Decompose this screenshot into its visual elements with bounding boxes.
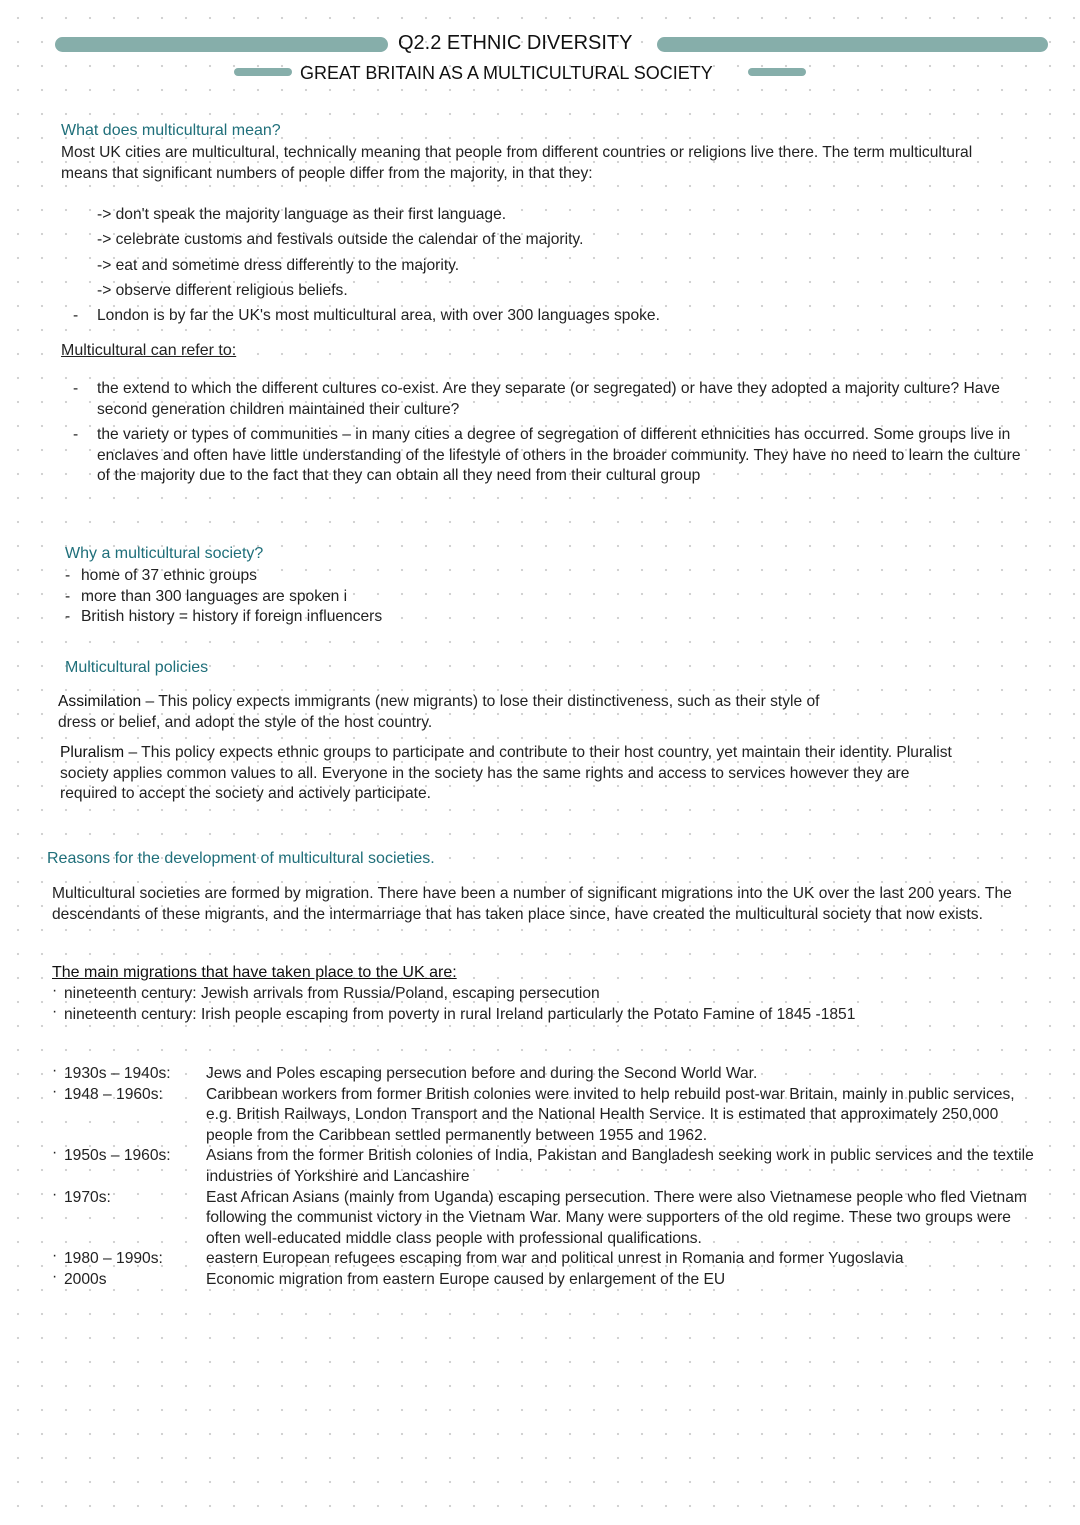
why-item: - British history = history if foreign influencers bbox=[65, 607, 565, 628]
subheader-bar-right bbox=[748, 68, 806, 76]
policies-heading: Multicultural policies bbox=[65, 659, 209, 676]
pluralism-paragraph: Pluralism – This policy expects ethnic groups to participate and contribute to their host country, yet maintain their identity. Pluralist society applies common values to all. Everyone in the society has the same rights and access to services however they are required to accept the society and actively participate. bbox=[60, 744, 952, 803]
migration-desc: Jews and Poles escaping persecution before and during the Second World War. bbox=[206, 1065, 758, 1082]
migration-date: · 1980 – 1990s: bbox=[52, 1249, 206, 1270]
migration-desc: Economic migration from eastern Europe caused by enlargement of the EU bbox=[206, 1270, 726, 1288]
migration-date: · 1950s – 1960s: bbox=[52, 1146, 206, 1187]
migration-desc: East African Asians (mainly from Uganda) escaping persecution. There were also Vietnamese people who fled Vietnam following the communist victory in the Vietnam War. Many were supporters of the old regime. These two groups were often well-educated middle class people with professional qualifications. bbox=[206, 1188, 1027, 1247]
reasons-heading: Reasons for the development of multicultural societies. bbox=[47, 850, 435, 867]
assimilation-term: Assimilation bbox=[58, 693, 142, 710]
meaning-point: -> observe different religious beliefs. bbox=[97, 281, 348, 299]
migration-row bbox=[52, 1249, 1037, 1270]
assimilation-paragraph: Assimilation – This policy expects immigrants (new migrants) to lose their distinctiveness, such as their style of dress or belief, and adopt the style of the host country. bbox=[58, 693, 820, 731]
migration-date: · 1930s – 1940s: bbox=[52, 1064, 206, 1085]
migration-desc: Caribbean workers from former British colonies were invited to help rebuild post-war Britain, mainly in public services, e.g. British Railways, London Transport and the National Health Service. It is estimated that approximately 250,000 people from the Caribbean settled permanently between 1955 and 1962. bbox=[206, 1085, 1015, 1144]
nineteenth-list bbox=[52, 984, 1042, 1025]
refer-item: - the variety or types of communities – in many cities a degree of segregation of different ethnicities has occurred. Some groups live in enclaves and often have little understanding of the lifestyle of others in the broader community. They have no need to learn the culture of the majority due to the fact that they can obtain all they need from their cultural group bbox=[73, 426, 1021, 485]
meaning-intro: Most UK cities are multicultural, technically meaning that people from different countries or religions live there. The term multicultural means that significant numbers of people differ from the majority, in that they: bbox=[61, 144, 973, 182]
page-title: Q2.2 ETHNIC DIVERSITY bbox=[398, 32, 633, 54]
migration-date: · 2000s bbox=[52, 1270, 206, 1291]
migration-row bbox=[52, 1064, 1037, 1085]
header-bar-right bbox=[657, 37, 1048, 52]
migration-desc: eastern European refugees escaping from war and political unrest in Romania and former Yugoslavia bbox=[206, 1250, 904, 1268]
migration-row bbox=[52, 1270, 1037, 1291]
why-list bbox=[65, 566, 565, 628]
refer-heading: Multicultural can refer to: bbox=[61, 342, 237, 359]
meaning-points bbox=[73, 202, 897, 328]
why-item: - home of 37 ethnic groups bbox=[65, 566, 565, 587]
migration-date: · 1948 – 1960s: bbox=[52, 1085, 206, 1147]
reasons-text: Multicultural societies are formed by migration. There have been a number of significant migrations into the UK over the last 200 years. The descendants of these migrants, and the intermarriage that has taken place since, have created the multicultural society that now exists. bbox=[52, 885, 1012, 923]
london-point: - London is by far the UK's most multicultural area, with over 300 languages spoke. bbox=[73, 307, 660, 325]
header-bar-left bbox=[55, 37, 388, 52]
nineteenth-item: · nineteenth century: Jewish arrivals from Russia/Poland, escaping persecution bbox=[52, 984, 1042, 1005]
page-subtitle: GREAT BRITAIN AS A MULTICULTURAL SOCIETY bbox=[300, 63, 713, 83]
migration-row bbox=[52, 1146, 1037, 1187]
migration-date: · 1970s: bbox=[52, 1188, 206, 1250]
migrations-heading: The main migrations that have taken place to the UK are: bbox=[52, 964, 457, 981]
nineteenth-item: · nineteenth century: Irish people escaping from poverty in rural Ireland particularly the Potato Famine of 1845 -1851 bbox=[52, 1005, 1042, 1026]
migration-row bbox=[52, 1188, 1037, 1250]
migration-desc: Asians from the former British colonies of India, Pakistan and Bangladesh seeking work in public services and the textile industries of Yorkshire and Lancashire bbox=[206, 1147, 1034, 1185]
subheader-bar-left bbox=[234, 68, 292, 76]
migration-row bbox=[52, 1085, 1037, 1147]
refer-list bbox=[73, 379, 1025, 487]
meaning-point: -> eat and sometime dress differently to the majority. bbox=[97, 256, 460, 274]
pluralism-term: Pluralism bbox=[60, 744, 125, 761]
why-item: - more than 300 languages are spoken i bbox=[65, 587, 565, 608]
meaning-point: -> don't speak the majority language as their first language. bbox=[97, 206, 507, 223]
why-heading: Why a multicultural society? bbox=[65, 545, 264, 562]
migration-table bbox=[52, 1064, 1037, 1291]
meaning-heading: What does multicultural mean? bbox=[61, 122, 281, 139]
meaning-point: -> celebrate customs and festivals outside the calendar of the majority. bbox=[97, 231, 584, 249]
refer-item: - the extend to which the different cultures co-exist. Are they separate (or segregated) or have they adopted a majority culture? Have second generation children maintained their culture? bbox=[73, 380, 1000, 418]
